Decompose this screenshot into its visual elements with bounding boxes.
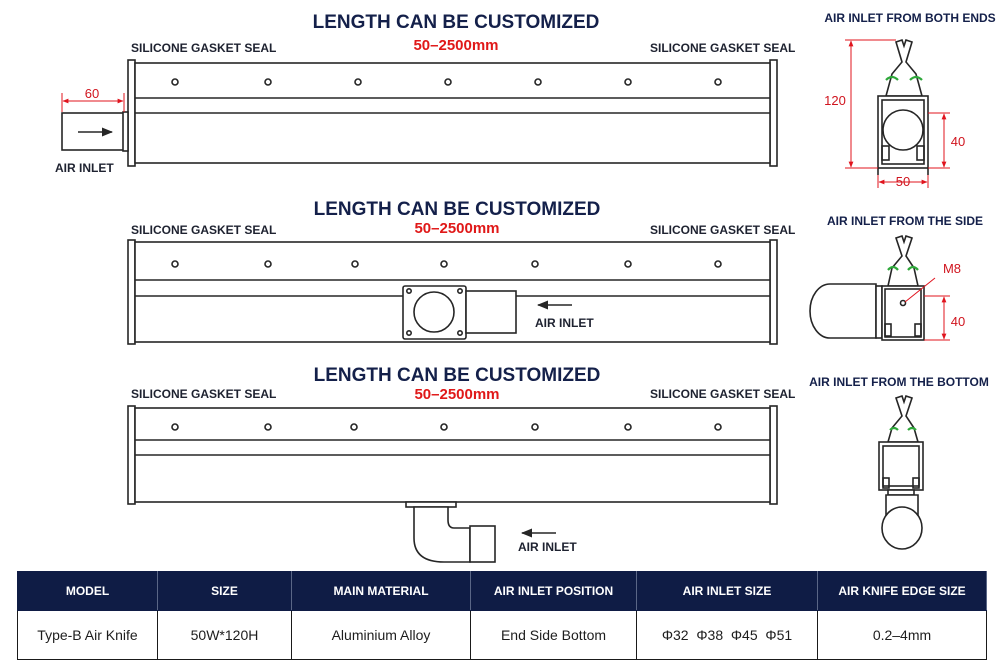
air-inlet-label-side: AIR INLET [535,316,594,330]
side-title: AIR INLET FROM THE SIDE [827,214,983,228]
end-cap-left-3 [128,406,135,504]
cell-edge-size: 0.2–4mm [818,611,987,660]
spec-table [17,571,987,660]
cell-inlet-size: Φ32 Φ38 Φ45 Φ51 [637,611,818,660]
dim-inlet-height-side: 40 [950,314,966,329]
table-row [18,611,987,660]
dim-height: 120 [824,93,846,108]
bottom-inlet-front-view [128,365,795,562]
side-inlet-flange [403,286,516,339]
dim-inlet-length: 60 [84,86,100,101]
length-customized-title: LENGTH CAN BE CUSTOMIZED [312,12,600,33]
length-range-2: 50–2500mm [414,220,500,237]
end-cap-left-2 [128,240,135,344]
length-customized-title-2: LENGTH CAN BE CUSTOMIZED [313,199,601,220]
section-view-both-ends [824,11,996,189]
end-inlet-front-view [55,12,795,175]
side-inlet-pipe [810,284,876,338]
air-inlet-label-end: AIR INLET [55,161,114,175]
side-inlet-front-view [128,199,795,344]
end-cap-right-3 [770,406,777,504]
dim-thread: M8 [942,261,962,276]
length-range: 50–2500mm [413,37,499,54]
dim-inlet-height: 40 [950,134,966,149]
dim-width: 50 [895,174,911,189]
end-cap-left [128,60,135,166]
gasket-seal-label-left: SILICONE GASKET SEAL [131,41,277,55]
length-range-3: 50–2500mm [414,386,500,403]
end-cap-right [770,60,777,166]
section-view-bottom [809,375,989,549]
header-inlet-position: AIR INLET POSITION [471,572,637,611]
both-ends-title: AIR INLET FROM BOTH ENDS [824,11,996,25]
section-view-side [810,214,983,340]
gasket-seal-label-right: SILICONE GASKET SEAL [650,41,796,55]
cell-inlet-position: End Side Bottom [471,611,637,660]
header-inlet-size: AIR INLET SIZE [637,572,818,611]
length-customized-title-3: LENGTH CAN BE CUSTOMIZED [313,365,601,386]
bottom-inlet-elbow [406,502,495,562]
header-size: SIZE [158,572,292,611]
header-material: MAIN MATERIAL [292,572,471,611]
table-header-row [18,572,987,611]
gasket-seal-label-right-3: SILICONE GASKET SEAL [650,387,796,401]
header-model: MODEL [18,572,158,611]
end-cap-right-2 [770,240,777,344]
header-edge-size: AIR KNIFE EDGE SIZE [818,572,987,611]
gasket-seal-label-left-3: SILICONE GASKET SEAL [131,387,277,401]
cell-material: Aluminium Alloy [292,611,471,660]
gasket-seal-label-left-2: SILICONE GASKET SEAL [131,223,277,237]
bottom-title: AIR INLET FROM THE BOTTOM [809,375,989,389]
gasket-seal-label-right-2: SILICONE GASKET SEAL [650,223,796,237]
cell-size: 50W*120H [158,611,292,660]
air-inlet-label-bottom: AIR INLET [518,540,577,554]
cell-model: Type-B Air Knife [18,611,158,660]
